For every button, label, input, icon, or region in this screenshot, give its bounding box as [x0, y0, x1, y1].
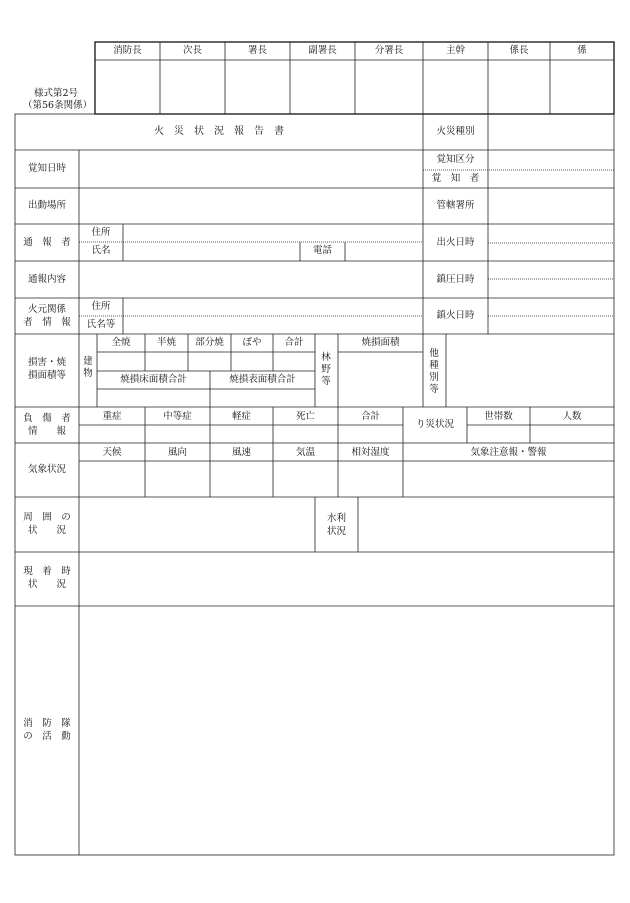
burn-level-half-burn: 半焼 — [156, 337, 176, 348]
wind-speed-field[interactable] — [211, 462, 272, 496]
fire-source-address-field[interactable] — [124, 299, 422, 315]
report-content-label: 通報内容 — [27, 274, 66, 285]
dispatch-place-field[interactable] — [80, 189, 422, 223]
burn-level-total-burn: 全焼 — [111, 337, 131, 348]
notice-datetime-field[interactable] — [80, 151, 422, 187]
dispatch-place-label: 出動場所 — [27, 200, 66, 211]
notice-category-label: 覚知区分 — [436, 154, 475, 165]
burn-level-partial-burn: 部分焼 — [195, 337, 224, 348]
surroundings-field[interactable] — [80, 498, 314, 551]
approval-stamp-box-station-chief[interactable] — [226, 61, 289, 113]
damage-label-line1: 損害・焼 — [27, 357, 66, 368]
persons-field[interactable] — [531, 426, 613, 442]
notice-person-field[interactable] — [489, 171, 613, 187]
weather-condition-field[interactable] — [80, 462, 144, 496]
jurisdiction-label: 管轄署所 — [436, 200, 475, 211]
suppression-datetime-field[interactable] — [489, 262, 613, 297]
extinguish-datetime-label: 鎮火日時 — [436, 310, 475, 321]
reporter-phone-label: 電話 — [312, 245, 332, 256]
approval-title-staff: 係 — [577, 45, 587, 56]
jurisdiction-field[interactable] — [489, 189, 613, 223]
floor-area-total-label: 焼損床面積合計 — [120, 374, 187, 385]
notice-person-label: 覚 知 者 — [431, 173, 480, 184]
surface-area-total-label: 焼損表面積合計 — [229, 374, 296, 385]
weather-col-humidity: 相対湿度 — [351, 447, 390, 458]
casualty-moderate-field[interactable] — [146, 426, 209, 442]
water-supply-label-line1: 水利 — [326, 513, 346, 524]
approval-stamp-box-fire-chief[interactable] — [96, 61, 159, 113]
victim-status-label: り災状況 — [415, 419, 454, 430]
extinguish-datetime-field[interactable] — [489, 299, 613, 333]
approval-stamp-box-branch-chief[interactable] — [356, 61, 422, 113]
other-type-field[interactable] — [447, 335, 613, 406]
casualty-col-death: 死亡 — [295, 411, 315, 422]
reporter-phone-field[interactable] — [346, 243, 422, 260]
temperature-field[interactable] — [274, 462, 337, 496]
burn-area-label: 焼損面積 — [361, 337, 400, 348]
casualty-total-field[interactable] — [339, 426, 402, 442]
form-number: 様式第2号 — [34, 88, 79, 99]
reporter-address-label: 住所 — [91, 227, 111, 238]
surroundings-label-line1: 周 囲 の — [23, 512, 71, 523]
households-field[interactable] — [468, 426, 529, 442]
weather-col-condition: 天候 — [102, 447, 122, 458]
weather-col-temperature: 気温 — [295, 447, 315, 458]
approval-title-section-chief: 係長 — [509, 45, 529, 56]
casualty-label-line2: 情 報 — [27, 426, 66, 437]
casualty-label-line1: 負 傷 者 — [23, 413, 71, 424]
fire-type-label: 火災種別 — [436, 126, 475, 137]
report-title: 火 災 状 況 報 告 書 — [154, 126, 284, 137]
burn-half-field[interactable] — [146, 353, 187, 370]
persons-label: 人数 — [562, 411, 582, 422]
activity-label-line1: 消 防 隊 — [23, 718, 71, 729]
report-content-field[interactable] — [80, 262, 422, 297]
wind-direction-field[interactable] — [146, 462, 209, 496]
activity-label-line2: の 活 動 — [23, 731, 71, 742]
casualty-minor-field[interactable] — [211, 426, 272, 442]
reporter-address-field[interactable] — [124, 225, 422, 241]
burn-partial-field[interactable] — [189, 353, 230, 370]
burn-level-sum: 合計 — [284, 337, 304, 348]
weather-col-warnings: 気象注意報・警報 — [470, 447, 547, 458]
fire-source-label-line2: 者 情 報 — [23, 317, 71, 328]
approval-title-deputy-chief: 次長 — [182, 45, 202, 56]
fire-source-name-field[interactable] — [124, 317, 422, 333]
burn-total-field[interactable] — [98, 353, 144, 370]
fire-source-label-line1: 火元関係 — [27, 304, 66, 315]
casualty-col-minor: 軽症 — [231, 411, 251, 422]
suppression-datetime-label: 鎮圧日時 — [436, 274, 475, 285]
arrival-status-label-line2: 状 況 — [27, 579, 66, 590]
floor-area-total-field[interactable] — [98, 390, 209, 406]
approval-stamp-box-vice-station-chief[interactable] — [291, 61, 354, 113]
notice-datetime-label: 覚知日時 — [27, 163, 66, 174]
weather-warnings-field[interactable] — [404, 462, 613, 496]
notice-category-field[interactable] — [489, 151, 613, 169]
other-type-label: 他種別等 — [429, 348, 439, 395]
surroundings-label-line2: 状 況 — [27, 525, 66, 536]
approval-title-fire-chief: 消防長 — [113, 45, 142, 56]
approval-title-branch-chief: 分署長 — [374, 45, 404, 56]
reporter-name-label: 氏名 — [91, 245, 111, 256]
households-label: 世帯数 — [484, 411, 513, 422]
arrival-status-label-line1: 現 着 時 — [23, 566, 71, 577]
casualty-col-severe: 重症 — [102, 411, 122, 422]
casualty-col-moderate: 中等症 — [163, 411, 192, 422]
building-label: 建物 — [83, 356, 93, 379]
burn-level-smolder: ぼや — [242, 337, 262, 348]
surface-area-total-field[interactable] — [211, 390, 314, 406]
water-supply-field[interactable] — [359, 498, 613, 551]
water-supply-label-line2: 状況 — [326, 526, 346, 537]
fire-datetime-field[interactable] — [489, 225, 613, 260]
burn-area-field[interactable] — [339, 353, 422, 406]
weather-label: 気象状況 — [27, 464, 66, 475]
form-article: （第56条関係） — [23, 100, 93, 111]
fire-source-address-label: 住所 — [91, 301, 111, 312]
casualty-severe-field[interactable] — [80, 426, 144, 442]
damage-label-line2: 損面積等 — [27, 370, 66, 381]
approval-title-vice-station-chief: 副署長 — [308, 45, 337, 56]
approval-title-supervisor: 主幹 — [445, 45, 465, 56]
fire-datetime-label: 出火日時 — [436, 237, 475, 248]
burn-smolder-field[interactable] — [232, 353, 272, 370]
humidity-field[interactable] — [339, 462, 402, 496]
fire-source-name-label: 氏名等 — [86, 319, 116, 330]
approval-title-station-chief: 署長 — [247, 45, 267, 56]
weather-col-wind-speed: 風速 — [231, 447, 251, 458]
approval-stamp-box-staff[interactable] — [551, 61, 613, 113]
casualty-death-field[interactable] — [274, 426, 337, 442]
casualty-col-total: 合計 — [360, 411, 380, 422]
fire-type-field[interactable] — [489, 115, 613, 149]
activity-field[interactable] — [80, 607, 613, 854]
reporter-label: 通 報 者 — [23, 237, 71, 248]
approval-stamp-box-supervisor[interactable] — [424, 61, 487, 113]
approval-stamp-box-deputy-chief[interactable] — [161, 61, 224, 113]
approval-stamp-box-section-chief[interactable] — [489, 61, 549, 113]
weather-col-wind-direction: 風向 — [167, 447, 187, 458]
forest-label: 林野等 — [321, 352, 331, 387]
burn-sum-field[interactable] — [274, 353, 314, 370]
reporter-name-field[interactable] — [124, 243, 299, 260]
arrival-status-field[interactable] — [80, 553, 613, 605]
